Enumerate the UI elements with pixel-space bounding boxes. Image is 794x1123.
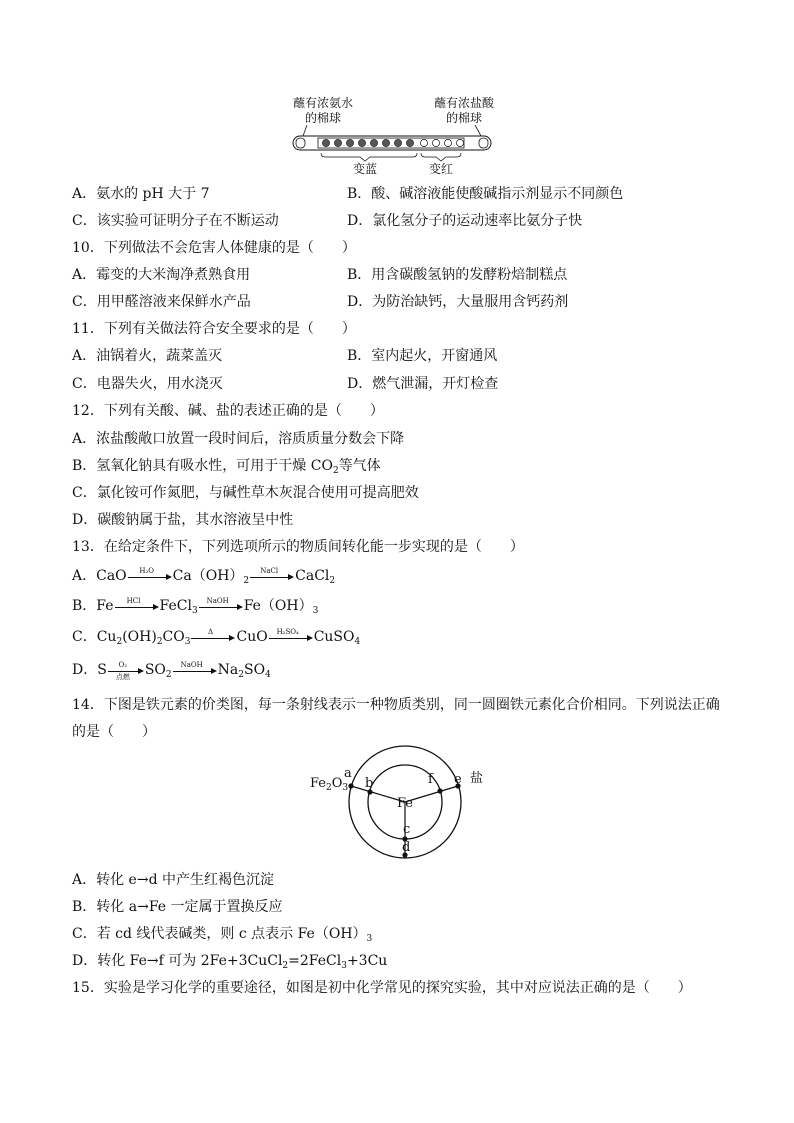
- co2-formula: $CO_2$: [310, 458, 339, 476]
- q9-option-d: D．氯化氢分子的运动速率比氨分子快: [347, 213, 583, 229]
- indicator-beads: [322, 139, 463, 146]
- reaction-arrow: H₂SO₄: [269, 630, 313, 644]
- q11-option-d: D．燃气泄漏，开灯检查: [347, 376, 499, 392]
- q14-option-c: C．若 cd 线代表碱类，则 c 点表示 $Fe(OH)_3$: [72, 926, 373, 944]
- reaction-arrow: Δ: [191, 630, 235, 644]
- q10-stem: 10．下列做法不会危害人体健康的是（ ）: [72, 240, 356, 256]
- label-fe2o3: $Fe_2O_3$: [310, 776, 349, 793]
- reaction-arrow: H₂O: [128, 569, 172, 583]
- label-salt: 盐: [470, 771, 484, 786]
- tube-experiment-figure: [285, 96, 505, 176]
- q13-option-d: D．S O₂ 点燃 $SO_2$ NaOH $Na_2SO_4$: [72, 661, 271, 681]
- point-a: [348, 783, 353, 788]
- right-label-line1: 蘸有浓盐酸: [433, 96, 495, 110]
- q10-option-a: A．霉变的大米淘净煮熟食用: [72, 267, 251, 283]
- label-f: f: [428, 772, 433, 787]
- q12-option-c: C．氯化铵可作氮肥，与碱性草木灰混合使用可提高肥效: [72, 485, 419, 501]
- q14-stem-line2: 的是（ ）: [72, 724, 156, 740]
- reaction-arrow: NaCl: [250, 569, 294, 583]
- q13-stem: 13．在给定条件下，下列选项所示的物质间转化能一步实现的是（ ）: [72, 539, 524, 555]
- q12-option-b: B．氢氧化钠具有吸水性，可用于干燥 $CO_2$等气体: [72, 458, 381, 476]
- q11-option-c: C．电器失火，用水浇灭: [72, 376, 223, 392]
- q12-option-a: A．浓盐酸敞口放置一段时间后，溶质质量分数会下降: [72, 431, 405, 447]
- q9-option-a: A．氨水的 pH 大于 7: [72, 186, 210, 202]
- label-b: b: [365, 776, 374, 791]
- label-c: c: [403, 822, 411, 837]
- q12-option-d: D．碳酸钠属于盐，其水溶液呈中性: [72, 512, 294, 528]
- q12-option-b-text: B．氢氧化钠具有吸水性，可用于干燥: [72, 458, 307, 474]
- label-fe-center: Fe: [397, 796, 414, 811]
- q11-option-a: A．油锅着火，蔬菜盖灭: [72, 348, 223, 364]
- blue-label: 变蓝: [352, 162, 378, 176]
- iron-valence-class-diagram: [300, 745, 500, 865]
- q14-stem-line1: 14．下图是铁元素的价类图，每一条射线表示一种物质类别，同一圆圈铁元素化合价相同。下列说法正确: [72, 697, 720, 713]
- point-f: [437, 788, 442, 793]
- q15-stem: 15．实验是学习化学的重要途径，如图是初中化学常见的探究实验，其中对应说法正确的是（ ）: [72, 980, 692, 996]
- red-label: 变红: [428, 162, 454, 176]
- left-label-line1: 蘸有浓氨水: [292, 96, 354, 110]
- q10-option-c: C．用甲醛溶液来保鲜水产品: [72, 294, 251, 310]
- q13-option-b: B．Fe HCl FeCl$_3$ NaOH $Fe(OH)_3$: [72, 597, 319, 616]
- reaction-arrow: HCl: [115, 599, 159, 613]
- q9-option-b: B．酸、碱溶液能使酸碱指示剂显示不同颜色: [347, 186, 624, 202]
- q11-stem: 11．下列有关做法符合安全要求的是（ ）: [72, 321, 356, 337]
- q10-option-b: B．用含碳酸氢钠的发酵粉焙制糕点: [347, 267, 568, 283]
- q11-option-b: B．室内起火，开窗通风: [347, 348, 498, 364]
- reaction-arrow: NaOH: [199, 599, 243, 613]
- label-a: a: [344, 766, 352, 781]
- q12-stem: 12．下列有关酸、碱、盐的表述正确的是（ ）: [72, 403, 384, 419]
- q14-option-d: D．转化 Fe→f 可为 2Fe+3CuCl$_2$=2FeCl$_3$+3Cu: [72, 953, 388, 971]
- q14-option-b: B．转化 a→Fe 一定属于置换反应: [72, 899, 283, 915]
- left-label-line2: 的棉球: [304, 111, 342, 125]
- q13-option-c: C．$Cu_2(OH)_2CO_3$ Δ CuO H₂SO₄ CuSO$_4$: [72, 628, 361, 647]
- q9-option-c: C．该实验可证明分子在不断运动: [72, 213, 279, 229]
- q13-option-a: A．CaO H₂O $Ca(OH)_2$ NaCl CaCl$_2$: [72, 567, 336, 586]
- reaction-arrow: O₂ 点燃: [108, 663, 144, 677]
- label-e: e: [454, 772, 462, 787]
- right-label-line2: 的棉球: [445, 111, 483, 125]
- q14-option-a: A．转化 e→d 中产生红褐色沉淀: [72, 872, 274, 888]
- reaction-arrow: NaOH: [173, 663, 217, 677]
- label-d: d: [402, 840, 411, 855]
- q10-option-d: D．为防治缺钙，大量服用含钙药剂: [347, 294, 569, 310]
